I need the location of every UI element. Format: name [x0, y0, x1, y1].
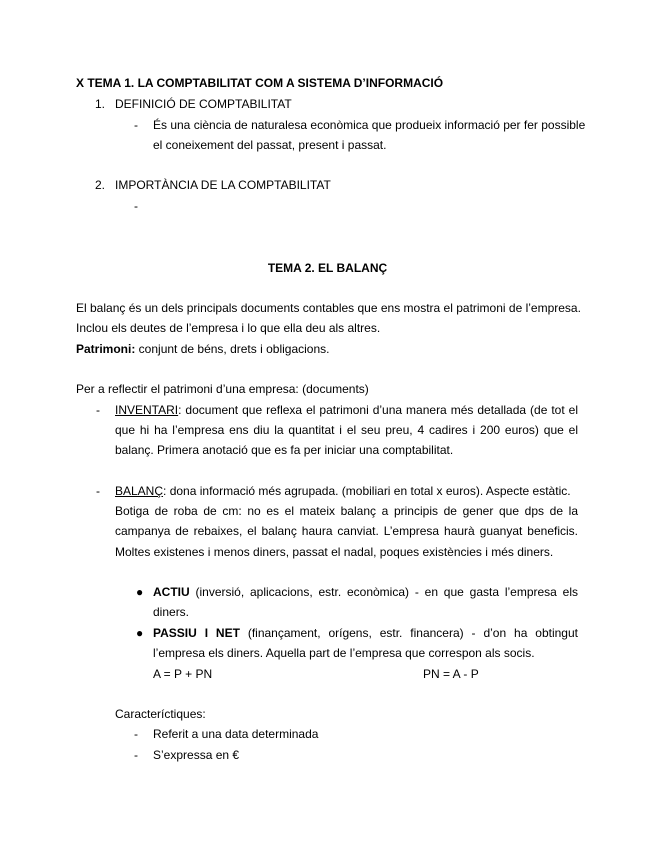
passiu-label: PASSIU I NET [153, 626, 240, 640]
actiu-label: ACTIU [153, 585, 190, 599]
inventari-label: INVENTARI [115, 403, 179, 417]
item1-text-line2: el coneixement del passat, present i passat. [153, 138, 387, 152]
item2-number: 2. [95, 178, 106, 192]
actiu-bullet-icon: ● [136, 585, 144, 599]
passiu-bullet-icon: ● [136, 626, 144, 640]
balanc-label: BALANÇ [115, 484, 164, 498]
tema1-title: X TEMA 1. LA COMPTABILITAT COM A SISTEMA D’INFORMACIÓ [76, 76, 444, 90]
actiu-line2: diners. [153, 605, 190, 619]
formula-net: PN = A - P [423, 667, 479, 681]
item1-number: 1. [95, 97, 106, 111]
carac-item: Referit a una data determinada [153, 727, 319, 741]
passiu-line1 [153, 626, 578, 641]
carac-item-dash: - [134, 727, 138, 741]
item2-dash: - [134, 199, 138, 213]
balanc-line3: campanya de rebaixes, el balanç haura canviat. L’empresa haurà guanyat beneficis. [115, 524, 578, 538]
passiu-text1: (finançament, orígens, estr. financera) - d’on ha obtingut [239, 626, 578, 640]
formula-balance: A = P + PN [153, 667, 213, 681]
inventari-line3: balanç. Primera anotació que es fa per iniciar una comptabilitat. [115, 443, 454, 457]
inventari-dash: - [96, 403, 100, 417]
reflectir-text: Per a reflectir el patrimoni d’una empresa: (documents) [76, 382, 369, 396]
balanc-dash: - [96, 484, 100, 498]
inventari-line1 [115, 403, 578, 418]
inventari-text1: : document que reflexa el patrimoni d’una manera més detallada (de tot el [178, 403, 578, 417]
patrimoni-text: conjunt de béns, drets i obligacions. [135, 342, 330, 356]
patrimoni-label: Patrimoni: [76, 342, 136, 356]
carac-item-dash: - [134, 748, 138, 762]
balanc-line4: Moltes existenes i menos diners, passat el nadal, poques existències i més diners. [115, 545, 554, 559]
actiu-line1 [153, 585, 578, 600]
inventari-line2: que hi ha l’empresa ens diu la quantitat i el seu preu, 4 cadires i 200 euros) que el [115, 423, 578, 437]
passiu-line2: l’empresa els diners. Aquella part de l’empresa que correspon als socis. [153, 646, 535, 660]
intro-line2: Inclou els deutes de l’empresa i lo que ella deu als altres. [76, 321, 381, 335]
item1-heading: DEFINICIÓ DE COMPTABILITAT [115, 97, 292, 111]
balanc-text1: : dona informació més agrupada. (mobiliari en total x euros). Aspecte estàtic. [163, 484, 571, 498]
balanc-line1 [115, 484, 571, 499]
balanc-line2: Botiga de roba de cm: no es el mateix balanç a principis de gener que dps de la [115, 504, 578, 518]
item1-text-line1: És una ciència de naturalesa econòmica que produeix informació per fer possible [153, 118, 586, 132]
carac-item: S’expressa en € [153, 748, 240, 762]
actiu-text1: (inversió, aplicacions, estr. econòmica) - en que gasta l’empresa els [189, 585, 578, 599]
item2-heading: IMPORTÀNCIA DE LA COMPTABILITAT [115, 178, 331, 192]
tema2-title: TEMA 2. EL BALANÇ [267, 261, 388, 275]
caracteristiques-heading: Caracteríctiques: [115, 707, 206, 721]
item1-dash: - [134, 118, 138, 132]
intro-line1: El balanç és un dels principals documents contables que ens mostra el patrimoni de l’empresa. [76, 301, 581, 315]
patrimoni-definition [76, 342, 329, 357]
